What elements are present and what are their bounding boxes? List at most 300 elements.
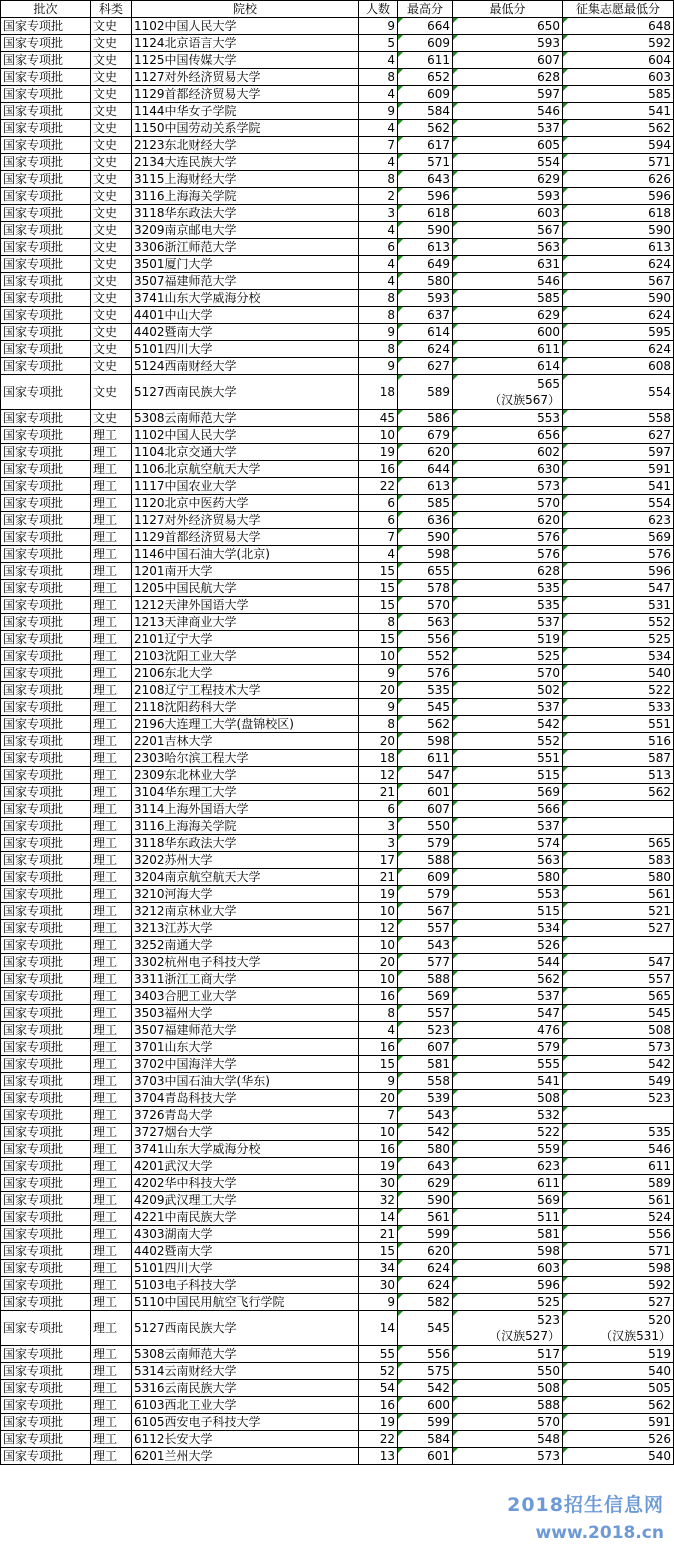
batch-cell: 国家专项批: [1, 1141, 91, 1158]
school-cell: 1146中国石油大学(北京): [132, 546, 359, 563]
min-score-cell: 630: [453, 461, 563, 478]
header-school: 院校: [132, 1, 359, 18]
category-cell: 文史: [91, 137, 132, 154]
table-row: [1, 256, 674, 273]
max-score-cell: 542: [398, 1124, 453, 1141]
batch-cell: 国家专项批: [1, 205, 91, 222]
min-score-cell: 522: [453, 1124, 563, 1141]
header-batch: 批次: [1, 1, 91, 18]
batch-cell: 国家专项批: [1, 375, 91, 410]
han-ethnicity-note: （汉族527）: [489, 1329, 560, 1343]
batch-cell: 国家专项批: [1, 1311, 91, 1346]
batch-cell: 国家专项批: [1, 971, 91, 988]
table-row: [1, 614, 674, 631]
table-row: [1, 188, 674, 205]
batch-cell: 国家专项批: [1, 1124, 91, 1141]
min-score-cell: 519: [453, 631, 563, 648]
score-value: 565: [537, 377, 560, 391]
category-cell: 理工: [91, 529, 132, 546]
max-score-cell: 552: [398, 648, 453, 665]
table-row: [1, 427, 674, 444]
min-score-cell: 570: [453, 665, 563, 682]
school-cell: 5308云南师范大学: [132, 410, 359, 427]
supplementary-min-score-cell: 623: [563, 512, 674, 529]
supplementary-min-score-cell: 592: [563, 1277, 674, 1294]
min-score-cell: 548: [453, 1431, 563, 1448]
supplementary-min-score-cell: [563, 818, 674, 835]
category-cell: 理工: [91, 1363, 132, 1380]
school-cell: 1106北京航空航天大学: [132, 461, 359, 478]
school-cell: 3741山东大学威海分校: [132, 1141, 359, 1158]
category-cell: 理工: [91, 1209, 132, 1226]
school-cell: 3252南通大学: [132, 937, 359, 954]
max-score-cell: 535: [398, 682, 453, 699]
supplementary-min-score-cell: 554: [563, 495, 674, 512]
supplementary-min-score-cell: 585: [563, 86, 674, 103]
school-cell: 3104华东理工大学: [132, 784, 359, 801]
school-cell: 3726青岛大学: [132, 1107, 359, 1124]
min-score-cell: 623: [453, 1158, 563, 1175]
count-cell: 10: [359, 1124, 398, 1141]
count-cell: 18: [359, 375, 398, 410]
table-row: [1, 886, 674, 903]
supplementary-min-score-cell: 565: [563, 835, 674, 852]
category-cell: 理工: [91, 512, 132, 529]
max-score-cell: 644: [398, 461, 453, 478]
category-cell: 理工: [91, 1380, 132, 1397]
category-cell: 理工: [91, 1277, 132, 1294]
batch-cell: 国家专项批: [1, 120, 91, 137]
max-score-cell: 609: [398, 35, 453, 52]
max-score-cell: 570: [398, 597, 453, 614]
category-cell: 理工: [91, 1260, 132, 1277]
school-cell: 1102中国人民大学: [132, 427, 359, 444]
school-cell: 3306浙江师范大学: [132, 239, 359, 256]
supplementary-min-score-cell: 590: [563, 290, 674, 307]
supplementary-min-score-cell: 624: [563, 307, 674, 324]
batch-cell: 国家专项批: [1, 1039, 91, 1056]
supplementary-min-score-cell: 523: [563, 1090, 674, 1107]
min-score-cell: 593: [453, 35, 563, 52]
max-score-cell: 588: [398, 852, 453, 869]
school-cell: 4221中南民族大学: [132, 1209, 359, 1226]
max-score-cell: 589: [398, 375, 453, 410]
category-cell: 理工: [91, 954, 132, 971]
batch-cell: 国家专项批: [1, 699, 91, 716]
supplementary-min-score-cell: 526: [563, 1431, 674, 1448]
table-row: [1, 597, 674, 614]
table-row: [1, 1243, 674, 1260]
max-score-cell: 557: [398, 920, 453, 937]
count-cell: 32: [359, 1192, 398, 1209]
min-score-cell: 656: [453, 427, 563, 444]
min-score-cell: 534: [453, 920, 563, 937]
table-row: [1, 273, 674, 290]
batch-cell: 国家专项批: [1, 869, 91, 886]
count-cell: 55: [359, 1346, 398, 1363]
table-row: [1, 1039, 674, 1056]
min-score-cell: 628: [453, 69, 563, 86]
count-cell: 4: [359, 52, 398, 69]
table-row: [1, 1090, 674, 1107]
supplementary-min-score-cell: 589: [563, 1175, 674, 1192]
school-cell: 4209武汉理工大学: [132, 1192, 359, 1209]
supplementary-min-score-cell: 513: [563, 767, 674, 784]
batch-cell: 国家专项批: [1, 563, 91, 580]
supplementary-min-score-cell: 519: [563, 1346, 674, 1363]
table-row: [1, 461, 674, 478]
table-row: [1, 1397, 674, 1414]
batch-cell: 国家专项批: [1, 35, 91, 52]
batch-cell: 国家专项批: [1, 937, 91, 954]
table-row: [1, 801, 674, 818]
max-score-cell: 643: [398, 171, 453, 188]
school-cell: 5314云南财经大学: [132, 1363, 359, 1380]
school-cell: 4303湖南大学: [132, 1226, 359, 1243]
table-row: [1, 307, 674, 324]
supplementary-min-score-cell: 541: [563, 103, 674, 120]
count-cell: 7: [359, 1107, 398, 1124]
batch-cell: 国家专项批: [1, 1294, 91, 1311]
category-cell: 理工: [91, 614, 132, 631]
max-score-cell: 557: [398, 1005, 453, 1022]
table-row: [1, 1431, 674, 1448]
min-score-cell: 535: [453, 597, 563, 614]
table-row: [1, 733, 674, 750]
table-row: [1, 1260, 674, 1277]
batch-cell: 国家专项批: [1, 1209, 91, 1226]
supplementary-min-score-cell: 648: [563, 18, 674, 35]
table-row: [1, 1380, 674, 1397]
min-score-cell: [453, 375, 563, 410]
batch-cell: 国家专项批: [1, 1073, 91, 1090]
supplementary-min-score-cell: [563, 375, 674, 410]
count-cell: 3: [359, 818, 398, 835]
max-score-cell: 598: [398, 546, 453, 563]
count-cell: 19: [359, 886, 398, 903]
category-cell: 理工: [91, 444, 132, 461]
min-score-cell: 476: [453, 1022, 563, 1039]
school-cell: 3115上海财经大学: [132, 171, 359, 188]
count-cell: 9: [359, 18, 398, 35]
count-cell: 16: [359, 1141, 398, 1158]
count-cell: 4: [359, 222, 398, 239]
school-cell: 3727烟台大学: [132, 1124, 359, 1141]
max-score-cell: 624: [398, 341, 453, 358]
supplementary-min-score-cell: [563, 1311, 674, 1346]
school-cell: 1150中国劳动关系学院: [132, 120, 359, 137]
supplementary-min-score-cell: 562: [563, 784, 674, 801]
count-cell: 54: [359, 1380, 398, 1397]
batch-cell: 国家专项批: [1, 750, 91, 767]
batch-cell: 国家专项批: [1, 1380, 91, 1397]
count-cell: 15: [359, 1056, 398, 1073]
category-cell: 理工: [91, 1141, 132, 1158]
count-cell: 45: [359, 410, 398, 427]
count-cell: 16: [359, 988, 398, 1005]
supplementary-min-score-cell: 595: [563, 324, 674, 341]
school-cell: 2106东北大学: [132, 665, 359, 682]
count-cell: 4: [359, 273, 398, 290]
min-score-cell: 596: [453, 1277, 563, 1294]
school-cell: 5110中国民用航空飞行学院: [132, 1294, 359, 1311]
count-cell: 21: [359, 1226, 398, 1243]
supplementary-min-score-cell: 522: [563, 682, 674, 699]
table-row: [1, 1141, 674, 1158]
table-row: [1, 171, 674, 188]
header-count: 人数: [359, 1, 398, 18]
batch-cell: 国家专项批: [1, 801, 91, 818]
table-row: [1, 1073, 674, 1090]
school-cell: 2309东北林业大学: [132, 767, 359, 784]
min-score-cell: 508: [453, 1380, 563, 1397]
supplementary-min-score-cell: 545: [563, 1005, 674, 1022]
batch-cell: 国家专项批: [1, 1226, 91, 1243]
min-score-cell: 535: [453, 580, 563, 597]
count-cell: 9: [359, 665, 398, 682]
min-score-cell: 552: [453, 733, 563, 750]
header-min-score: 最低分: [453, 1, 563, 18]
school-cell: 1124北京语言大学: [132, 35, 359, 52]
supplementary-min-score-cell: 547: [563, 954, 674, 971]
count-cell: 17: [359, 852, 398, 869]
count-cell: 9: [359, 103, 398, 120]
min-score-cell: 511: [453, 1209, 563, 1226]
max-score-cell: 545: [398, 699, 453, 716]
max-score-cell: 637: [398, 307, 453, 324]
min-score-cell: 628: [453, 563, 563, 580]
table-row: [1, 699, 674, 716]
supplementary-min-score-cell: 557: [563, 971, 674, 988]
min-score-cell: 525: [453, 648, 563, 665]
count-cell: 7: [359, 137, 398, 154]
max-score-cell: 584: [398, 1431, 453, 1448]
category-cell: 理工: [91, 580, 132, 597]
min-score-cell: 562: [453, 971, 563, 988]
batch-cell: 国家专项批: [1, 580, 91, 597]
batch-cell: 国家专项批: [1, 461, 91, 478]
table-row: [1, 665, 674, 682]
min-score-cell: 620: [453, 512, 563, 529]
category-cell: 理工: [91, 1226, 132, 1243]
count-cell: 8: [359, 614, 398, 631]
count-cell: 10: [359, 648, 398, 665]
count-cell: 15: [359, 631, 398, 648]
supplementary-min-score-cell: 596: [563, 188, 674, 205]
header-supplementary-min-score: 征集志愿最低分: [563, 1, 674, 18]
supplementary-min-score-cell: 624: [563, 341, 674, 358]
max-score-cell: 620: [398, 1243, 453, 1260]
min-score-cell: 603: [453, 1260, 563, 1277]
table-row: [1, 835, 674, 852]
category-cell: 理工: [91, 971, 132, 988]
count-cell: 9: [359, 1294, 398, 1311]
category-cell: 理工: [91, 1124, 132, 1141]
supplementary-min-score-cell: 562: [563, 1397, 674, 1414]
max-score-cell: 545: [398, 1311, 453, 1346]
school-cell: 1120北京中医药大学: [132, 495, 359, 512]
max-score-cell: 543: [398, 1107, 453, 1124]
table-row: [1, 512, 674, 529]
max-score-cell: 543: [398, 937, 453, 954]
count-cell: 16: [359, 1039, 398, 1056]
min-score-cell: 546: [453, 273, 563, 290]
count-cell: 20: [359, 1090, 398, 1107]
table-row: [1, 358, 674, 375]
max-score-cell: 547: [398, 767, 453, 784]
school-cell: 4401中山大学: [132, 307, 359, 324]
count-cell: 30: [359, 1175, 398, 1192]
max-score-cell: 620: [398, 444, 453, 461]
supplementary-min-score-cell: 547: [563, 580, 674, 597]
category-cell: 理工: [91, 1448, 132, 1465]
school-cell: 4402暨南大学: [132, 1243, 359, 1260]
min-score-cell: 607: [453, 52, 563, 69]
max-score-cell: 613: [398, 478, 453, 495]
max-score-cell: 607: [398, 1039, 453, 1056]
table-row: [1, 1226, 674, 1243]
max-score-cell: 629: [398, 1175, 453, 1192]
category-cell: 理工: [91, 835, 132, 852]
min-score-cell: 566: [453, 801, 563, 818]
batch-cell: 国家专项批: [1, 512, 91, 529]
count-cell: 8: [359, 716, 398, 733]
school-cell: 4402暨南大学: [132, 324, 359, 341]
batch-cell: 国家专项批: [1, 631, 91, 648]
min-score-cell: 585: [453, 290, 563, 307]
score-value: 554: [648, 385, 671, 399]
max-score-cell: 649: [398, 256, 453, 273]
count-cell: 4: [359, 154, 398, 171]
school-cell: 1127对外经济贸易大学: [132, 512, 359, 529]
min-score-cell: 541: [453, 1073, 563, 1090]
table-row: [1, 1277, 674, 1294]
batch-cell: 国家专项批: [1, 784, 91, 801]
max-score-cell: 601: [398, 784, 453, 801]
max-score-cell: 550: [398, 818, 453, 835]
batch-cell: 国家专项批: [1, 86, 91, 103]
table-row: [1, 1005, 674, 1022]
batch-cell: 国家专项批: [1, 410, 91, 427]
min-score-cell: 581: [453, 1226, 563, 1243]
min-score-cell: 573: [453, 1448, 563, 1465]
table-row: [1, 1209, 674, 1226]
supplementary-min-score-cell: 524: [563, 1209, 674, 1226]
batch-cell: 国家专项批: [1, 597, 91, 614]
category-cell: 理工: [91, 682, 132, 699]
min-score-cell: 629: [453, 307, 563, 324]
max-score-cell: 578: [398, 580, 453, 597]
batch-cell: 国家专项批: [1, 835, 91, 852]
table-row: [1, 869, 674, 886]
supplementary-min-score-cell: 527: [563, 920, 674, 937]
school-cell: 3311浙江工商大学: [132, 971, 359, 988]
min-score-cell: 579: [453, 1039, 563, 1056]
count-cell: 10: [359, 971, 398, 988]
count-cell: 13: [359, 1448, 398, 1465]
min-score-cell: 570: [453, 1414, 563, 1431]
category-cell: 理工: [91, 461, 132, 478]
category-cell: 理工: [91, 1107, 132, 1124]
batch-cell: 国家专项批: [1, 1414, 91, 1431]
batch-cell: 国家专项批: [1, 1175, 91, 1192]
max-score-cell: 664: [398, 18, 453, 35]
supplementary-min-score-cell: 596: [563, 563, 674, 580]
max-score-cell: 558: [398, 1073, 453, 1090]
max-score-cell: 582: [398, 1294, 453, 1311]
table-row: [1, 818, 674, 835]
batch-cell: 国家专项批: [1, 614, 91, 631]
count-cell: 6: [359, 801, 398, 818]
header-row: [1, 1, 674, 18]
header-category: 科类: [91, 1, 132, 18]
school-cell: 6105西安电子科技大学: [132, 1414, 359, 1431]
supplementary-min-score-cell: 587: [563, 750, 674, 767]
category-cell: 文史: [91, 307, 132, 324]
count-cell: 30: [359, 1277, 398, 1294]
category-cell: 文史: [91, 205, 132, 222]
category-cell: 理工: [91, 699, 132, 716]
batch-cell: 国家专项批: [1, 307, 91, 324]
count-cell: 22: [359, 478, 398, 495]
table-row: [1, 410, 674, 427]
category-cell: 理工: [91, 733, 132, 750]
count-cell: 19: [359, 1158, 398, 1175]
school-cell: 1129首都经济贸易大学: [132, 86, 359, 103]
category-cell: 文史: [91, 410, 132, 427]
count-cell: 4: [359, 86, 398, 103]
count-cell: 10: [359, 427, 398, 444]
min-score-cell: 502: [453, 682, 563, 699]
category-cell: 文史: [91, 324, 132, 341]
min-score-cell: 547: [453, 1005, 563, 1022]
supplementary-min-score-cell: 580: [563, 869, 674, 886]
school-cell: 5103电子科技大学: [132, 1277, 359, 1294]
category-cell: 理工: [91, 1005, 132, 1022]
count-cell: 14: [359, 1209, 398, 1226]
table-row: [1, 137, 674, 154]
min-score-cell: 537: [453, 699, 563, 716]
min-score-cell: 537: [453, 614, 563, 631]
min-score-cell: 532: [453, 1107, 563, 1124]
han-ethnicity-note: （汉族531）: [600, 1329, 671, 1343]
score-value: 523: [537, 1313, 560, 1327]
min-score-cell: 569: [453, 784, 563, 801]
school-cell: 3209南京邮电大学: [132, 222, 359, 239]
supplementary-min-score-cell: 525: [563, 631, 674, 648]
count-cell: 20: [359, 733, 398, 750]
watermark-url: www.2018.cn: [535, 1523, 664, 1543]
batch-cell: 国家专项批: [1, 427, 91, 444]
max-score-cell: 563: [398, 614, 453, 631]
min-score-cell: 537: [453, 120, 563, 137]
count-cell: 15: [359, 563, 398, 580]
min-score-cell: 559: [453, 1141, 563, 1158]
batch-cell: 国家专项批: [1, 818, 91, 835]
batch-cell: 国家专项批: [1, 1363, 91, 1380]
school-cell: 3501厦门大学: [132, 256, 359, 273]
supplementary-min-score-cell: 592: [563, 35, 674, 52]
max-score-cell: 567: [398, 903, 453, 920]
batch-cell: 国家专项批: [1, 648, 91, 665]
category-cell: 文史: [91, 256, 132, 273]
school-cell: 6103西北工业大学: [132, 1397, 359, 1414]
batch-cell: 国家专项批: [1, 1022, 91, 1039]
supplementary-min-score-cell: 531: [563, 597, 674, 614]
school-cell: 3503福州大学: [132, 1005, 359, 1022]
count-cell: 15: [359, 580, 398, 597]
max-score-cell: 586: [398, 410, 453, 427]
